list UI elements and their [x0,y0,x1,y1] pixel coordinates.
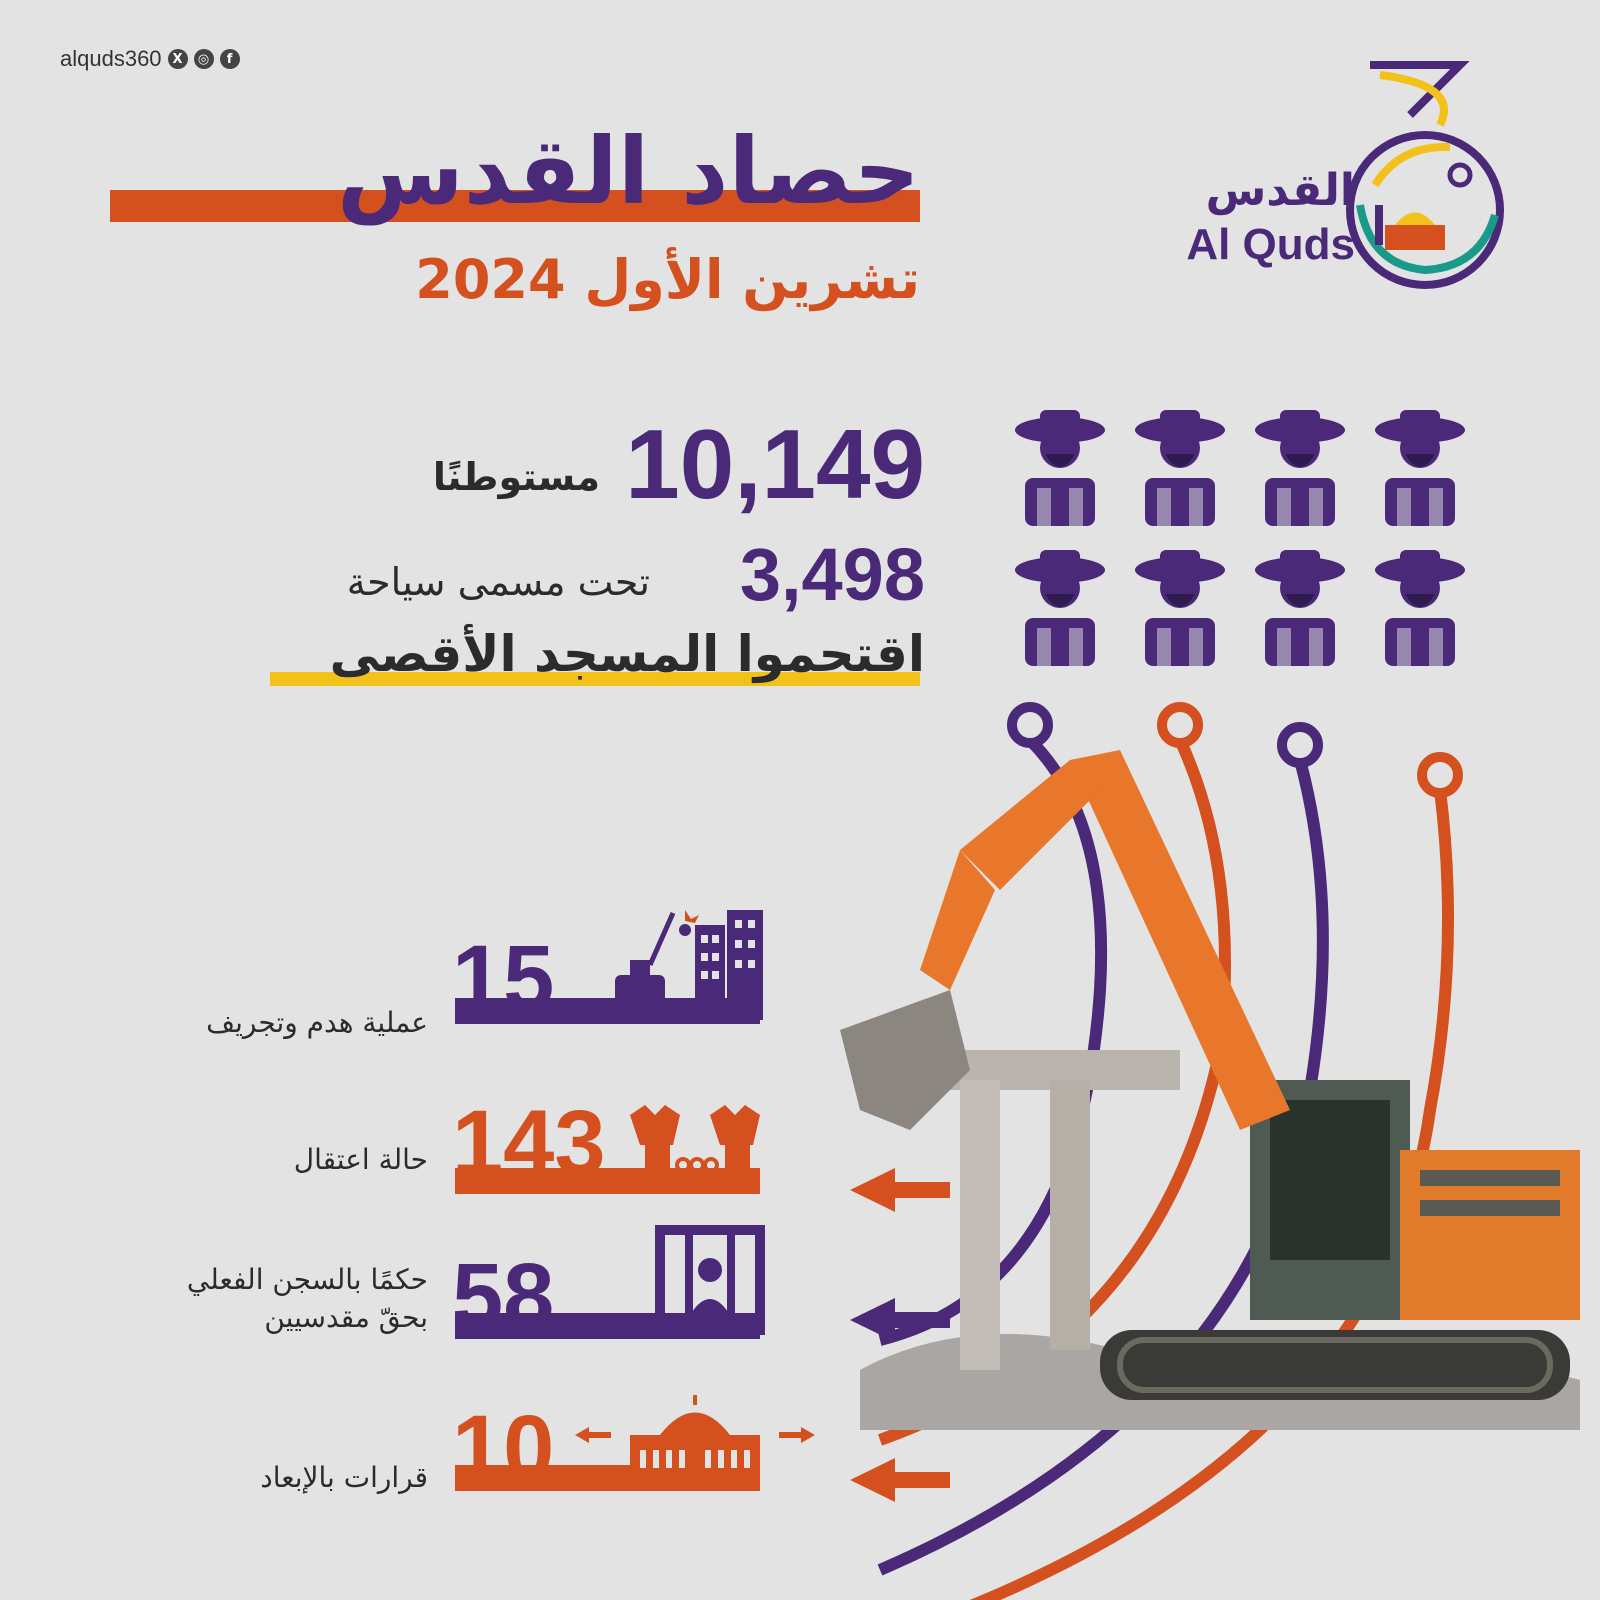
instagram-icon[interactable]: ◎ [194,49,214,69]
settler-figure-icon [1015,550,1105,666]
prison-icon [655,1225,765,1335]
social-bar [60,46,240,72]
logo-arabic: القدس [1205,165,1355,216]
dome-of-rock-icon [575,1395,815,1475]
stat-value: 15 [452,927,555,1029]
tourism-label: تحت مسمى سياحة [346,560,650,604]
settlers-count-label: مستوطنًا [432,455,600,499]
x-icon[interactable]: X [168,49,188,69]
stat-label-line1: حكمًا بالسجن الفعلي [186,1263,428,1296]
settler-figure-icon [1375,550,1465,666]
curve-node-icon [1282,727,1318,763]
page-subtitle: تشرين الأول 2024 [415,248,920,311]
arrow-right-icon [801,1427,815,1443]
arrow-left-icon [850,1458,895,1502]
excavator-illustration [820,690,1600,1600]
alquds-logo [1160,55,1540,305]
stat-value: 143 [452,1092,606,1194]
stormed-label: اقتحموا المسجد الأقصى [329,625,925,683]
page-title: حصاد القدس [336,118,920,225]
stat-label: عملية هدم وتجريف [206,1006,428,1039]
arrow-left-icon [575,1427,589,1443]
stat-label: حالة اعتقال [293,1143,428,1176]
curve-node-icon [1012,707,1048,743]
settler-figures-grid [1015,410,1485,690]
settler-figure-icon [1135,410,1225,526]
settler-figure-icon [1015,410,1105,526]
curve-node-icon [1422,757,1458,793]
demolition-icon [615,905,765,1020]
arrow-left-icon [850,1168,895,1212]
curve-node-icon [1162,707,1198,743]
settler-figure-icon [1135,550,1225,666]
arrow-left-icon [850,1298,895,1342]
stat-value: 10 [452,1397,555,1499]
settler-figure-icon [1255,410,1345,526]
tourism-count: 3,498 [739,533,925,616]
handcuffed-fists-icon [625,1100,765,1180]
stat-label: قرارات بالإبعاد [260,1461,428,1494]
stat-value: 58 [452,1245,555,1347]
settlers-count: 10,149 [625,409,925,519]
facebook-icon[interactable]: f [220,49,240,69]
social-handle: alquds360 [60,46,162,71]
stat-label-line2: بحقّ مقدسيين [264,1301,428,1334]
logo-latin: Al Quds [1186,220,1355,269]
settler-figure-icon [1375,410,1465,526]
settler-figure-icon [1255,550,1345,666]
